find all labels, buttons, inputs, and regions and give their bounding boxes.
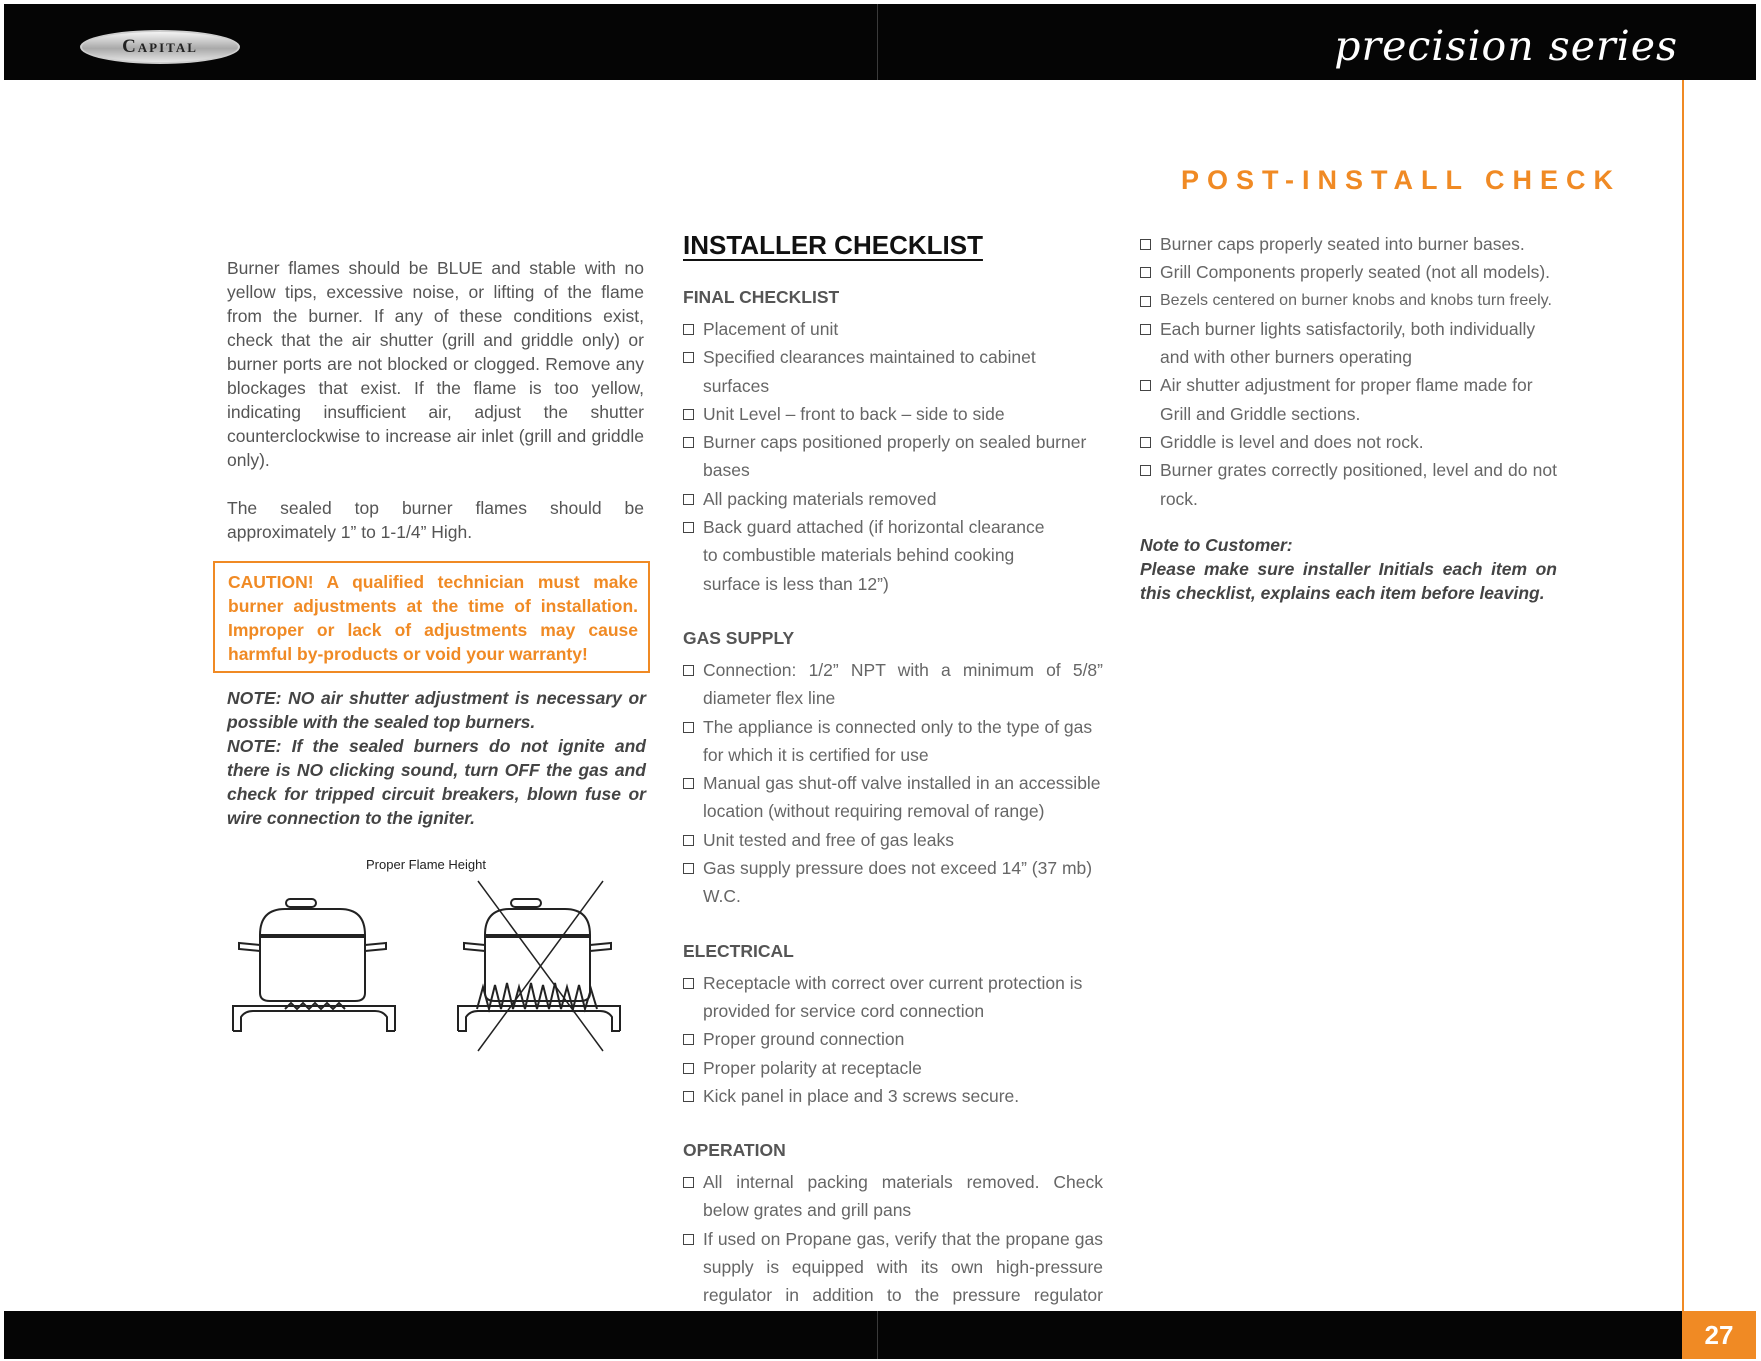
note-air-shutter: NOTE: NO air shutter adjustment is necessary or possible with the sealed top burners. [227, 688, 646, 732]
customer-note-body: Please make sure installer Initials each item on this checklist, explains each item before leaving. [1140, 558, 1557, 603]
checklist-item[interactable]: Back guard attached (if horizontal clearance to combustible materials behind cooking surface is less than 12”) [683, 513, 1103, 598]
checklist-item[interactable]: Kick panel in place and 3 screws secure. [683, 1082, 1103, 1110]
checklist-item[interactable]: Specified clearances maintained to cabinet surfaces [683, 343, 1103, 400]
post-install-checks [1140, 230, 1557, 605]
checklist-item[interactable]: Griddle is level and does not rock. [1140, 428, 1557, 456]
checklist-item[interactable]: All internal packing materials removed. Check below grates and grill pans [683, 1168, 1103, 1225]
caution-box: CAUTION! A qualified technician must make burner adjustments at the time of installation. Improper or lack of adjustments may cause harmful by-products or void your warranty! [213, 561, 650, 673]
flame-figure-caption: Proper Flame Height [366, 857, 486, 872]
logo-text: Capital [122, 36, 198, 57]
note-ignition: NOTE: If the sealed burners do not ignite and there is NO clicking sound, turn OFF the gas and check for tripped circuit breakers, blown fuse or wire connection to the igniter. [227, 736, 646, 828]
checklist-item[interactable]: Gas supply pressure does not exceed 14” (37 mb) W.C. [683, 854, 1103, 911]
operation-title: OPERATION [683, 1140, 786, 1161]
orange-vertical-rule [1682, 80, 1684, 1311]
proper-flame-pot [233, 899, 395, 1031]
checklist-heading: INSTALLER CHECKLIST [683, 230, 983, 260]
flame-paragraph-2: The sealed top burner flames should be approximately 1” to 1-1/4” High. [227, 498, 644, 542]
electrical-title: ELECTRICAL [683, 940, 794, 961]
checklist-item[interactable]: Proper polarity at receptacle [683, 1054, 1103, 1082]
flame-height-figure [225, 875, 630, 1055]
checklist-item[interactable]: Proper ground connection [683, 1025, 1103, 1053]
checklist-item[interactable]: Burner grates correctly positioned, level and do not rock. [1140, 456, 1557, 513]
gas-supply-title: GAS SUPPLY [683, 627, 795, 648]
checklist-item[interactable]: Receptacle with correct over current protection is provided for service cord connection [683, 969, 1103, 1026]
checklist-item[interactable]: Placement of unit [683, 315, 1103, 343]
checklist-item[interactable]: The appliance is connected only to the type of gas for which it is certified for use [683, 713, 1103, 770]
final-checklist-title: FINAL CHECKLIST [683, 287, 840, 307]
checklist-item[interactable]: Unit tested and free of gas leaks [683, 826, 1103, 854]
checklist-item[interactable]: Air shutter adjustment for proper flame made for Grill and Griddle sections. [1140, 371, 1557, 428]
footer-divider [877, 1311, 878, 1359]
checklist-item[interactable]: Connection: 1/2” NPT with a minimum of 5/8” diameter flex line [683, 656, 1103, 713]
capital-logo [80, 30, 240, 64]
installer-checklist [683, 230, 1103, 1338]
checklist-item[interactable]: All packing materials removed [683, 485, 1103, 513]
checklist-item[interactable]: Each burner lights satisfactorily, both individually and with other burners operating [1140, 315, 1557, 372]
flame-paragraph-1: Burner flames should be BLUE and stable with no yellow tips, excessive noise, or lifting of the flame from the burner. If any of these conditions exist, check that the air shutter (grill and griddle only) or burner ports are not blocked or clogged. Remove any blockages that exist. If the flame is too yellow, indicating insufficient air, adjust the shutter counterclockwise to increase air inlet (grill and griddle only). [227, 258, 644, 470]
customer-note-title: Note to Customer: [1140, 534, 1293, 555]
checklist-item[interactable]: Grill Components properly seated (not all models). [1140, 258, 1557, 286]
checklist-item[interactable]: Bezels centered on burner knobs and knobs turn freely. [1140, 287, 1557, 315]
checklist-item[interactable]: Manual gas shut-off valve installed in an accessible location (without requiring removal of range) [683, 769, 1103, 826]
footer-bar [4, 1311, 1682, 1359]
page-number: 27 [1682, 1311, 1756, 1359]
section-title: POST-INSTALL CHECK [1180, 165, 1621, 195]
header-bar [4, 4, 1756, 80]
checklist-item[interactable]: Unit Level – front to back – side to side [683, 400, 1103, 428]
header-divider [877, 4, 878, 80]
checklist-item[interactable]: Burner caps positioned properly on sealed burner bases [683, 428, 1103, 485]
series-title: precision series [1334, 22, 1678, 70]
checklist-item[interactable]: Burner caps properly seated into burner bases. [1140, 230, 1557, 258]
flame-instructions [227, 256, 644, 544]
checklist-item[interactable]: If used on Propane gas, verify that the propane gas supply is equipped with its own high-pressure regulator in addition to the pressure regulator [683, 1225, 1103, 1338]
